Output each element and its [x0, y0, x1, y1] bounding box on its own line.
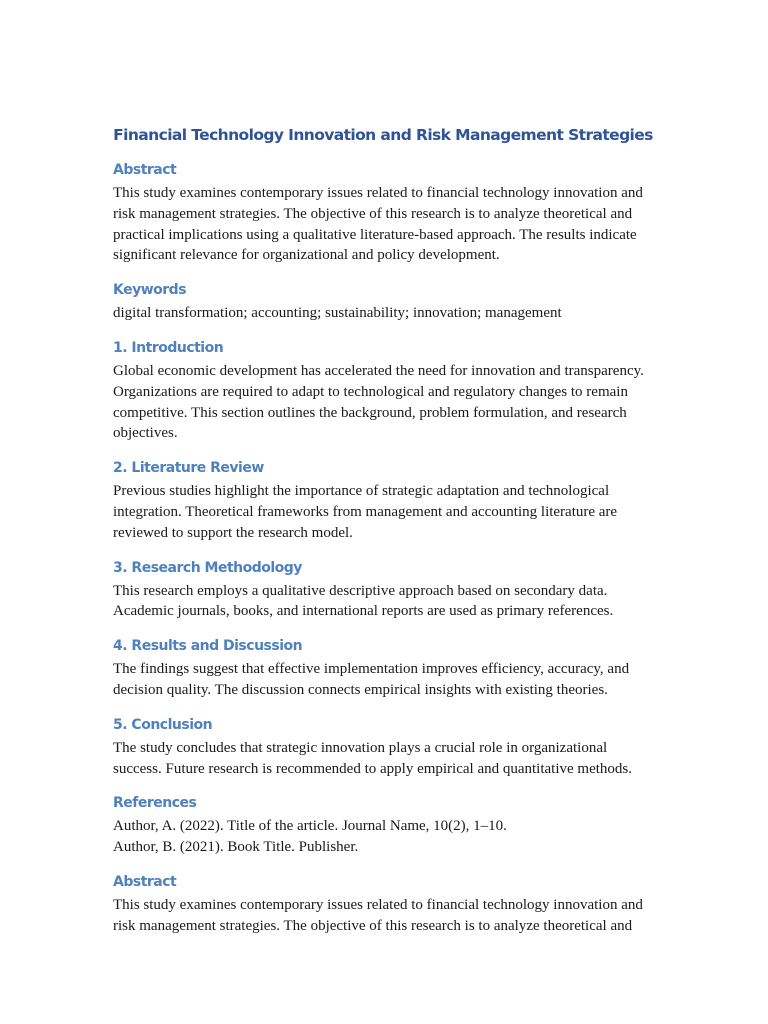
references-heading: References [113, 795, 197, 812]
abstract-repeat-text: This study examines contemporary issues related to financial technology innovation and risk management strategies. The objective of this research is to analyze theoretical and [113, 896, 643, 934]
reference-item: Author, B. (2021). Book Title. Publisher. [113, 839, 359, 856]
literature-review-text: Previous studies highlight the importance of strategic adaptation and technological integration. Theoretical frameworks from management and accounting literature are reviewed to support the research model. [113, 483, 618, 541]
keywords-text: digital transformation; accounting; sustainability; innovation; management [113, 305, 562, 322]
abstract-text: This study examines contemporary issues related to financial technology innovation and risk management strategies. The objective of this research is to analyze theoretical and practical implications using a qualitative literature-based approach. The results indicate significant relevance for organizational and policy development. [113, 185, 643, 264]
methodology-text: This research employs a qualitative descriptive approach based on secondary data. Academic journals, books, and international reports are used as primary references. [113, 582, 614, 620]
results-text: The findings suggest that effective implementation improves efficiency, accuracy, and decision quality. The discussion connects empirical insights with existing theories. [113, 661, 630, 698]
document-title: Financial Technology Innovation and Risk Management Strategies [113, 126, 653, 144]
references-list [113, 816, 653, 858]
results-heading: 4. Results and Discussion [113, 638, 303, 655]
introduction-text: Global economic development has accelerated the need for innovation and transparency. Organizations are required to adapt to technological and regulatory changes to remain competitive. This section outlines the background, problem formulation, and research objectives. [113, 362, 644, 442]
methodology-heading: 3. Research Methodology [113, 559, 302, 576]
conclusion-text: The study concludes that strategic innovation plays a crucial role in organizational success. Future research is recommended to apply empirical and quantitative methods. [113, 739, 633, 777]
literature-review-heading: 2. Literature Review [113, 460, 264, 477]
introduction-heading: 1. Introduction [113, 339, 224, 356]
keywords-heading: Keywords [113, 282, 187, 299]
conclusion-heading: 5. Conclusion [113, 716, 213, 733]
document-page [113, 124, 653, 951]
reference-item: Author, A. (2022). Title of the article. Journal Name, 10(2), 1–10. [113, 818, 507, 835]
abstract-repeat-heading: Abstract [113, 873, 177, 890]
abstract-heading: Abstract [113, 162, 177, 178]
